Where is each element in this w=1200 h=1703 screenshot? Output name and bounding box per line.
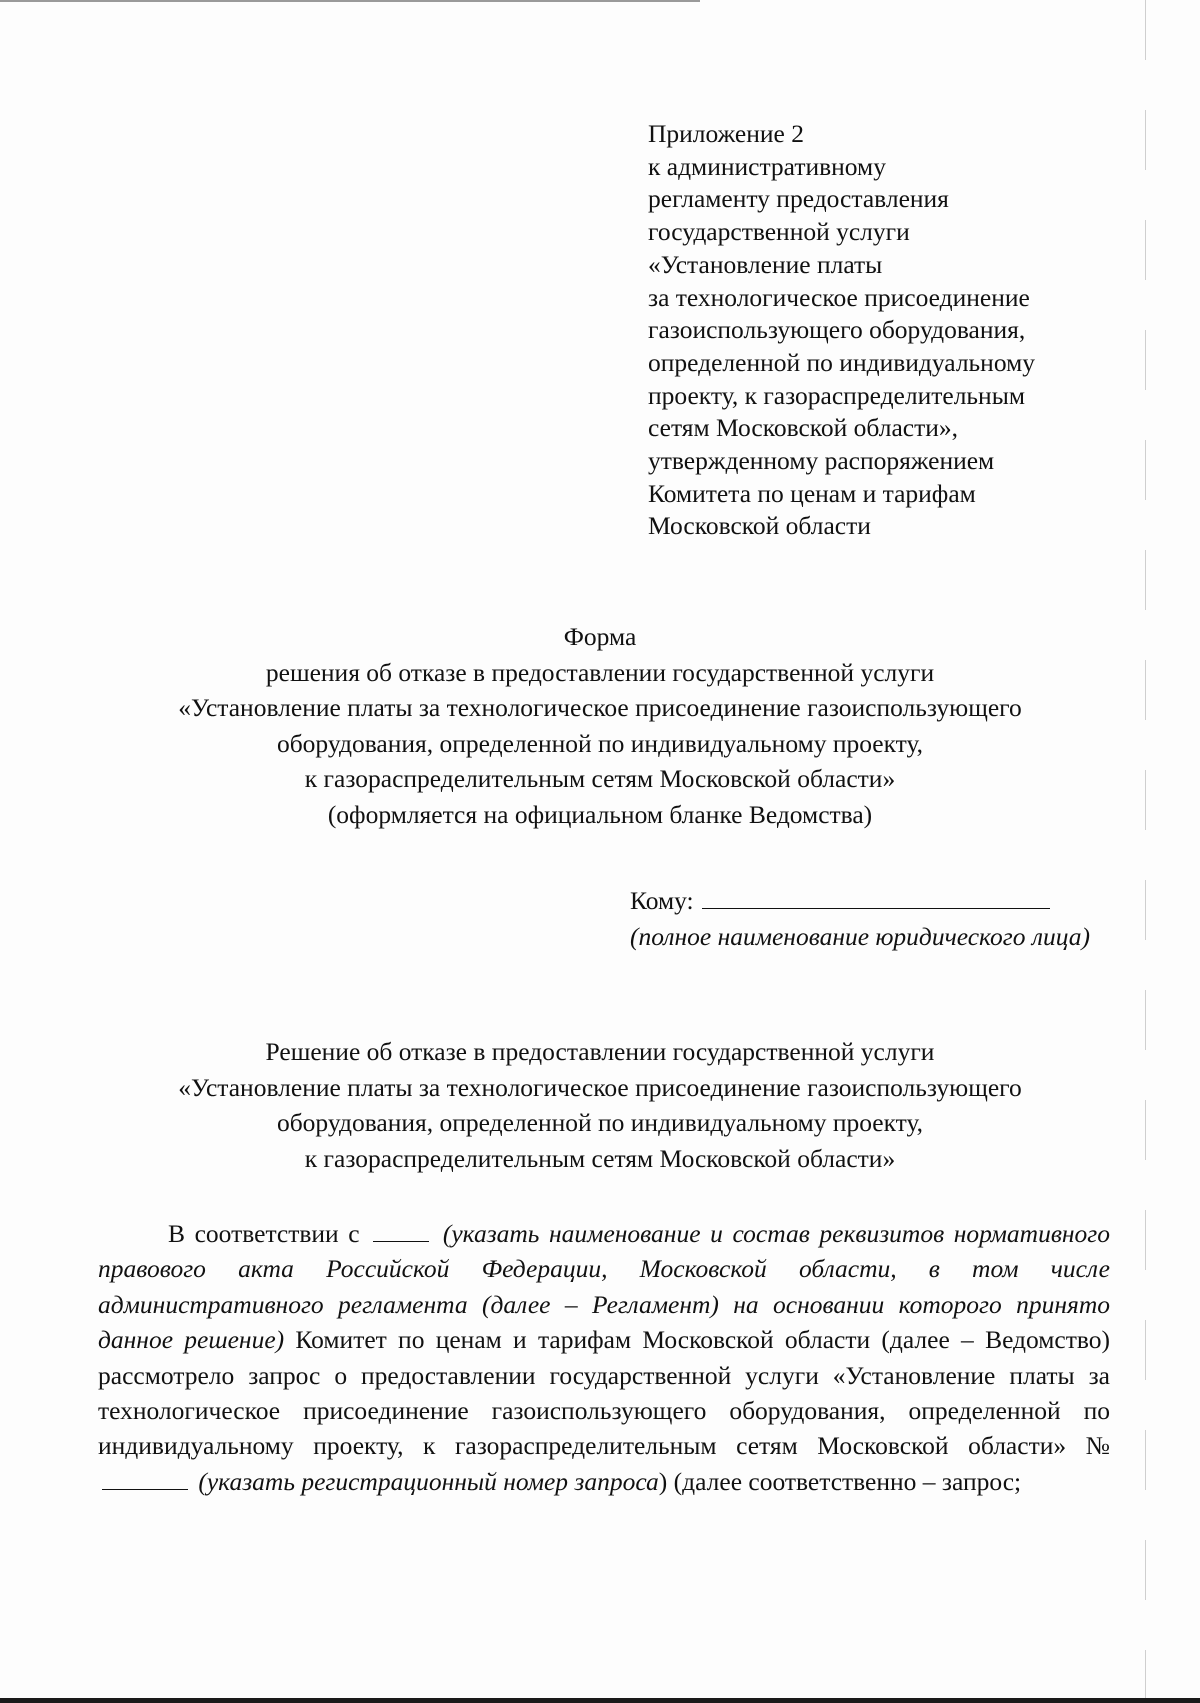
- annex-line: к административному: [648, 151, 886, 181]
- annex-line: государственной услуги: [648, 217, 910, 247]
- addressee-blank: [702, 884, 1050, 909]
- annex-line: определенной по индивидуальному: [648, 347, 1035, 377]
- body-tail: (далее соответственно – запрос;: [673, 1466, 1022, 1496]
- body-lead: В соответствии с: [168, 1219, 360, 1248]
- body-paragraph: [98, 1216, 1110, 1499]
- annex-line: сетям Московской области»,: [648, 413, 959, 443]
- annex-block: [648, 118, 1148, 543]
- annex-line: Московской области: [648, 511, 871, 541]
- annex-line: Приложение 2: [648, 119, 804, 148]
- body-middle: Комитет по ценам и тарифам Московской области (далее – Ведомство) рассмотрело запрос о предоставлении государственной услуги «Установление платы за технологическое присоединение газоиспользующего оборудования, определенной по индивидуальному проекту, к газораспределительным сетям Московской области» №: [98, 1325, 1110, 1461]
- form-title-line: оборудования, определенной по индивидуальному проекту,: [276, 728, 924, 758]
- decision-title-line: к газораспределительным сетям Московской области»: [304, 1143, 896, 1173]
- form-title-block: [100, 619, 1100, 832]
- addressee-label: Кому:: [630, 886, 694, 915]
- annex-line: «Установление платы: [648, 249, 883, 279]
- decision-title-line: оборудования, определенной по индивидуальному проекту,: [276, 1108, 924, 1137]
- addressee-line: [630, 883, 1100, 919]
- form-note: (оформляется на официальном бланке Ведомства): [327, 799, 873, 829]
- basis-hint: (указать наименование и состав реквизитов нормативного правового акта Российской Федерации, Московской области, в том числе административного регламента (далее – Регламент) на основании которого принято данное решение): [98, 1219, 1110, 1355]
- annex-line: Комитета по ценам и тарифам: [648, 478, 976, 508]
- form-title: Форма: [563, 622, 637, 651]
- reg-number-hint: (указать регистрационный номер запроса: [198, 1466, 659, 1496]
- decision-title-line: Решение об отказе в предоставлении государственной услуги: [265, 1037, 935, 1066]
- annex-line: регламенту предоставления: [648, 184, 949, 214]
- annex-line: газоиспользующего оборудования,: [648, 315, 1026, 345]
- addressee-hint: (полное наименование юридического лица): [630, 922, 1090, 951]
- form-title-line: к газораспределительным сетям Московской области»: [304, 764, 896, 793]
- decision-title-line: «Установление платы за технологическое присоединение газоиспользующего: [178, 1072, 1022, 1102]
- annex-line: за технологическое присоединение: [648, 282, 1030, 312]
- request-number-blank: [102, 1469, 188, 1490]
- addressee-block: [630, 883, 1100, 955]
- form-title-line: решения об отказе в предоставлении государственной услуги: [265, 657, 935, 687]
- form-title-line: «Установление платы за технологическое присоединение газоиспользующего: [178, 693, 1022, 722]
- annex-line: проекту, к газораспределительным: [648, 380, 1025, 410]
- close-paren: ): [658, 1466, 668, 1496]
- basis-blank: [373, 1221, 429, 1242]
- scan-top-border: [0, 0, 700, 2]
- decision-title-block: [100, 1034, 1100, 1176]
- scan-bottom-border: [0, 1698, 1200, 1703]
- annex-line: утвержденному распоряжением: [648, 446, 995, 476]
